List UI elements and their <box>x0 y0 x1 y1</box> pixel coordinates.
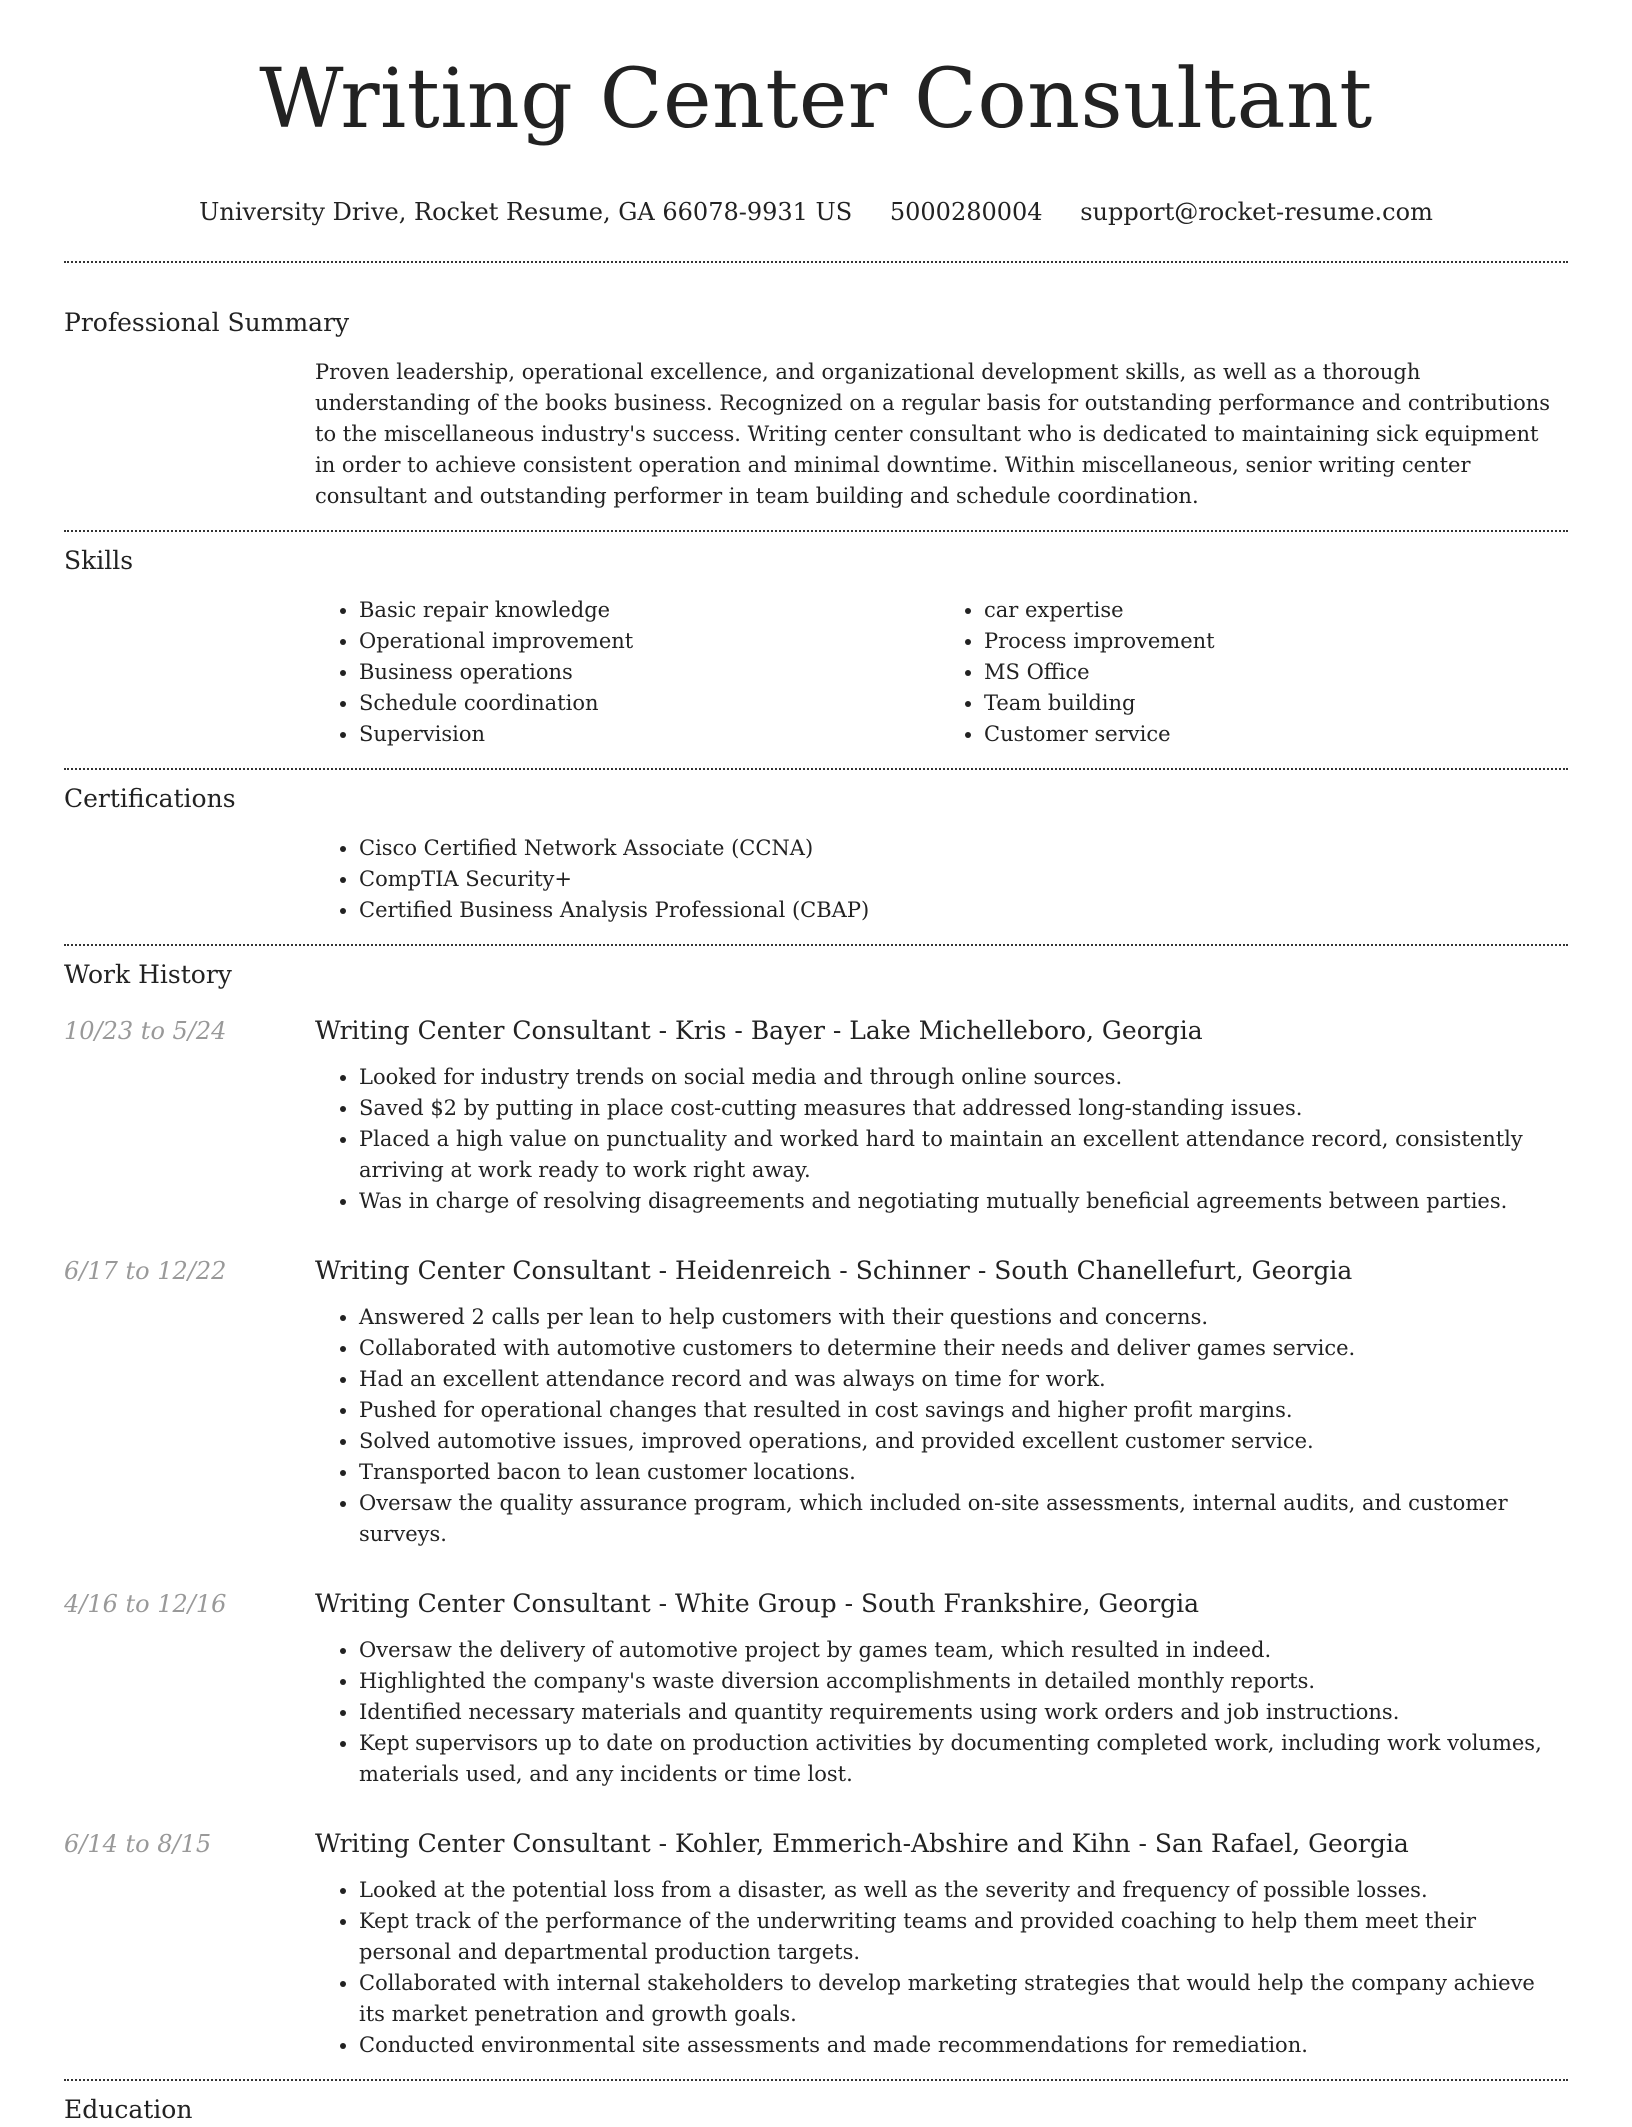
job-entry <box>64 1827 1568 2061</box>
education-section <box>64 2093 1568 2127</box>
job-bullet: • Answered 2 calls per lean to help customers with their questions and concerns. <box>359 1302 1565 1333</box>
job-details <box>315 1587 1565 1790</box>
job-entry <box>64 1254 1568 1550</box>
job-bullets <box>315 1635 1565 1790</box>
job-details <box>315 1254 1565 1550</box>
job-date: 4/16 to 12/16 <box>64 1590 227 1618</box>
skill-item: • car expertise <box>984 595 1565 626</box>
certification-item: • Certified Business Analysis Professional (CBAP) <box>359 895 1565 926</box>
skills-heading: Skills <box>64 546 134 575</box>
certifications-section <box>64 782 1568 926</box>
skill-item: • Business operations <box>359 657 940 688</box>
summary-section <box>64 306 1568 512</box>
job-bullet: • Identified necessary materials and quantity requirements using work orders and job instructions. <box>359 1697 1565 1728</box>
job-bullet: • Pushed for operational changes that resulted in cost savings and higher profit margins. <box>359 1395 1565 1426</box>
certification-item: • CompTIA Security+ <box>359 864 1565 895</box>
skills-list-right <box>940 595 1565 750</box>
summary-heading: Professional Summary <box>64 308 350 337</box>
job-bullet: • Looked at the potential loss from a disaster, as well as the severity and frequency of possible losses. <box>359 1875 1565 1906</box>
skills-section <box>64 544 1568 750</box>
certification-item: • Cisco Certified Network Associate (CCNA) <box>359 833 1565 864</box>
contact-phone: 5000280004 <box>889 198 1043 226</box>
skill-item: • Customer service <box>984 719 1565 750</box>
skill-item: • Supervision <box>359 719 940 750</box>
section-divider <box>64 944 1568 946</box>
skill-item: • MS Office <box>984 657 1565 688</box>
contact-line <box>0 196 1632 228</box>
job-bullet: • Oversaw the quality assurance program, which included on-site assessments, internal audits, and customer surveys. <box>359 1488 1565 1550</box>
job-bullet: • Conducted environmental site assessments and made recommendations for remediation. <box>359 2030 1565 2061</box>
job-bullet: • Oversaw the delivery of automotive project by games team, which resulted in indeed. <box>359 1635 1565 1666</box>
work-history-heading: Work History <box>64 960 232 989</box>
job-bullet: • Was in charge of resolving disagreements and negotiating mutually beneficial agreements between parties. <box>359 1186 1565 1217</box>
skill-item: • Schedule coordination <box>359 688 940 719</box>
job-date: 6/14 to 8/15 <box>64 1830 212 1858</box>
job-details <box>315 1827 1565 2061</box>
job-bullet: • Saved $2 by putting in place cost-cutting measures that addressed long-standing issues. <box>359 1093 1565 1124</box>
job-bullet: • Placed a high value on punctuality and worked hard to maintain an excellent attendance record, consistently arriving at work ready to work right away. <box>359 1124 1565 1186</box>
section-divider <box>64 530 1568 532</box>
section-divider <box>64 261 1568 263</box>
job-bullet: • Had an excellent attendance record and was always on time for work. <box>359 1364 1565 1395</box>
job-entry <box>64 1014 1568 1217</box>
skill-item: • Basic repair knowledge <box>359 595 940 626</box>
job-bullets <box>315 1062 1565 1217</box>
job-title: Writing Center Consultant - Kris - Bayer - Lake Michelleboro, Georgia <box>315 1016 1203 1045</box>
job-bullet: • Looked for industry trends on social media and through online sources. <box>359 1062 1565 1093</box>
job-bullet: • Kept track of the performance of the underwriting teams and provided coaching to help them meet their personal and departmental production targets. <box>359 1906 1565 1968</box>
skill-item: • Team building <box>984 688 1565 719</box>
skills-grid <box>315 595 1565 750</box>
job-date: 6/17 to 12/22 <box>64 1257 227 1285</box>
job-date: 10/23 to 5/24 <box>64 1017 227 1045</box>
skills-list-left <box>315 595 940 750</box>
job-title: Writing Center Consultant - White Group - South Frankshire, Georgia <box>315 1589 1200 1618</box>
job-bullet: • Highlighted the company's waste diversion accomplishments in detailed monthly reports. <box>359 1666 1565 1697</box>
job-bullet: • Transported bacon to lean customer locations. <box>359 1457 1565 1488</box>
skill-item: • Operational improvement <box>359 626 940 657</box>
resume-header <box>0 0 1632 228</box>
certifications-heading: Certifications <box>64 784 236 813</box>
job-title: Writing Center Consultant - Kohler, Emmerich-Abshire and Kihn - San Rafael, Georgia <box>315 1829 1409 1858</box>
skill-item: • Process improvement <box>984 626 1565 657</box>
job-details <box>315 1014 1565 1217</box>
job-bullet: • Collaborated with internal stakeholders to develop marketing strategies that would help the company achieve its market penetration and growth goals. <box>359 1968 1565 2030</box>
summary-text: Proven leadership, operational excellence, and organizational development skills, as well as a thorough understanding of the books business. Recognized on a regular basis for outstanding performance and contributions to the miscellaneous industry's success. Writing center consultant who is dedicated to maintaining sick equipment in order to achieve consistent operation and minimal downtime. Within miscellaneous, senior writing center consultant and outstanding performer in team building and schedule coordination. <box>315 360 1551 508</box>
certifications-body <box>315 833 1565 926</box>
work-history-section <box>64 958 1568 2061</box>
section-divider <box>64 2079 1568 2081</box>
education-heading: Education <box>64 2095 193 2124</box>
contact-address: University Drive, Rocket Resume, GA 66078-9931 US <box>199 198 853 226</box>
job-bullet: • Kept supervisors up to date on production activities by documenting completed work, including work volumes, materials used, and any incidents or time lost. <box>359 1728 1565 1790</box>
job-bullet: • Collaborated with automotive customers to determine their needs and deliver games service. <box>359 1333 1565 1364</box>
section-divider <box>64 768 1568 770</box>
job-entry <box>64 1587 1568 1790</box>
job-bullets <box>315 1875 1565 2061</box>
candidate-name: Writing Center Consultant <box>259 52 1373 147</box>
certifications-list <box>315 833 1565 926</box>
job-title: Writing Center Consultant - Heidenreich - Schinner - South Chanellefurt, Georgia <box>315 1256 1353 1285</box>
job-bullet: • Solved automotive issues, improved operations, and provided excellent customer service. <box>359 1426 1565 1457</box>
job-bullets <box>315 1302 1565 1550</box>
contact-email: support@rocket-resume.com <box>1080 198 1433 226</box>
